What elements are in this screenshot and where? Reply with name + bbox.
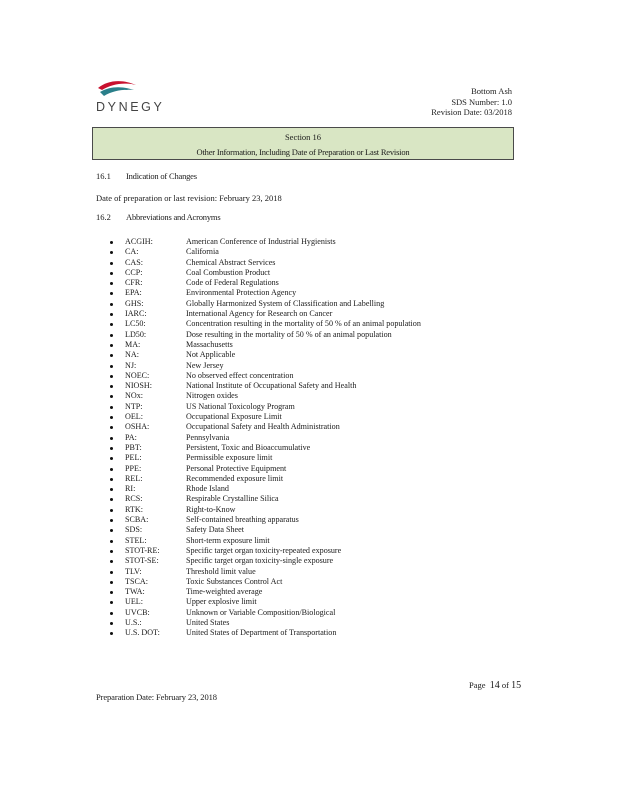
definition: Permissible exposure limit [186,453,273,463]
bullet-icon [110,622,113,625]
subsection-heading-changes [96,171,197,181]
definition: Toxic Substances Control Act [186,576,283,586]
bullet-icon [110,529,113,532]
definition: Occupational Safety and Health Administration [186,422,340,432]
product-name: Bottom Ash [471,86,512,96]
abbreviation: UEL: [125,597,143,607]
bullet-icon [110,426,113,429]
definition: Dose resulting in the mortality of 50 % of an animal population [186,329,392,339]
definition: Short-term exposure limit [186,535,270,545]
definition: Respirable Crystalline Silica [186,494,279,504]
abbreviation: LC50: [125,319,146,329]
revision-date: Revision Date: 03/2018 [431,107,512,117]
definition: Personal Protective Equipment [186,463,287,473]
definition: Specific target organ toxicity-single exposure [186,556,334,566]
abbreviation: GHS: [125,298,144,308]
abbreviation: LD50: [125,329,147,339]
bullet-icon [110,437,113,440]
abbreviation: EPA: [125,288,142,298]
bullet-icon [110,509,113,512]
definition: Concentration resulting in the mortality of 50 % of an animal population [186,319,421,329]
bullet-icon [110,447,113,450]
definition: Time-weighted average [186,587,263,597]
abbreviation: SDS: [125,525,143,535]
bullet-icon [110,395,113,398]
bullet-icon [110,323,113,326]
abbreviation: STOT-SE: [125,556,159,566]
definition: Environmental Protection Agency [186,288,297,298]
page-label: Page [469,680,486,690]
bullet-icon [110,519,113,522]
definition: National Institute of Occupational Safety and Health [186,381,357,391]
abbreviation: U.S.: [125,617,142,627]
definition: Coal Combustion Product [186,267,271,277]
definition: Threshold limit value [186,566,256,576]
subsection-label: Abbreviations and Acronyms [126,212,221,222]
section-title: Other Information, Including Date of Preparation or Last Revision [196,147,410,157]
definition: US National Toxicology Program [186,401,295,411]
abbreviation: PPE: [125,463,142,473]
abbreviation: STEL: [125,535,147,545]
bullet-icon [110,313,113,316]
definition: Recommended exposure limit [186,473,284,483]
sds-number: SDS Number: 1.0 [451,96,512,107]
section-number: Section 16 [284,132,322,142]
bullet-icon [110,632,113,635]
abbreviation: TLV: [125,566,142,576]
bullet-icon [110,344,113,347]
bullet-icon [110,406,113,409]
bullet-icon [110,560,113,563]
abbreviation: PA: [125,432,137,442]
abbreviation: STOT-RE: [125,545,160,555]
definition: United States of Department of Transportation [186,628,337,638]
definition: Specific target organ toxicity-repeated exposure [186,545,342,555]
definition: Unknown or Variable Composition/Biological [186,607,336,617]
bullet-icon [110,591,113,594]
abbreviation: NJ: [125,360,137,370]
bullet-icon [110,478,113,481]
abbreviation: CFR: [125,278,143,288]
definition: Nitrogen oxides [186,391,238,401]
abbreviation: TSCA: [125,576,148,586]
definition: International Agency for Research on Cancer [186,309,333,319]
abbreviation: IARC: [125,309,147,319]
abbreviation: NA: [125,350,139,360]
footer-preparation-date: Preparation Date: February 23, 2018 [96,692,217,702]
abbreviation: OEL: [125,412,143,422]
bullet-icon [110,272,113,275]
abbreviation: TWA: [125,587,145,597]
bullet-icon [110,262,113,265]
company-logo [94,78,174,118]
bullet-icon [110,241,113,244]
preparation-date-line: Date of preparation or last revision: February 23, 2018 [96,193,282,203]
bullet-icon [110,468,113,471]
definition: Upper explosive limit [186,597,257,607]
bullet-icon [110,457,113,460]
bullet-icon [110,581,113,584]
abbreviation: OSHA: [125,422,150,432]
bullet-icon [110,612,113,615]
abbreviation: NTP: [125,401,143,411]
abbreviation: UVCB: [125,607,150,617]
bullet-icon [110,385,113,388]
abbreviation: NOEC: [125,370,150,380]
subsection-number: 16.2 [96,212,111,222]
definition: United States [186,617,230,627]
abbreviation: REL: [125,473,143,483]
abbreviation: CCP: [125,267,143,277]
definition: Self-contained breathing apparatus [186,515,299,525]
abbreviation: PBT: [125,442,142,452]
bullet-icon [110,303,113,306]
abbreviation: CAS: [125,257,143,267]
page-of: of [501,680,509,690]
page-number [469,680,521,691]
bullet-icon [110,365,113,368]
definition: Persistent, Toxic and Bioaccumulative [186,442,311,452]
abbreviation: U.S. DOT: [125,628,160,638]
bullet-icon [110,282,113,285]
abbreviation: NOx: [125,391,143,401]
abbreviation: ACGIH: [125,237,153,246]
definition: Not Applicable [186,350,236,360]
definition: Safety Data Sheet [186,525,244,535]
definition: Pennsylvania [186,432,230,442]
bullet-icon [110,334,113,337]
definition: Right-to-Know [186,504,236,514]
bullet-icon [110,601,113,604]
subsection-label: Indication of Changes [126,171,197,181]
definition: Rhode Island [186,484,229,494]
definition: Globally Harmonized System of Classification and Labelling [186,298,385,308]
dynegy-logo-icon [94,78,138,100]
bullet-icon [110,251,113,254]
page-current: 14 [489,680,500,691]
definition: Massachusetts [186,339,233,349]
definition: Chemical Abstract Services [186,257,276,267]
bullet-icon [110,540,113,543]
bullet-icon [110,375,113,378]
definition: New Jersey [186,360,224,370]
logo-wordmark: DYNEGY [96,100,165,114]
bullet-icon [110,292,113,295]
page-total: 15 [511,680,522,691]
bullet-icon [110,354,113,357]
bullet-icon [110,488,113,491]
abbreviation: NIOSH: [125,381,152,391]
definition: Code of Federal Regulations [186,278,279,288]
abbreviation: MA: [125,339,141,349]
document-info [431,86,512,118]
definition: American Conference of Industrial Hygienists [186,237,336,246]
section-banner [92,127,514,160]
abbreviation: SCBA: [125,515,149,525]
bullet-icon [110,571,113,574]
abbreviation: RI: [125,484,136,494]
abbreviation: PEL: [125,453,142,463]
subsection-heading-abbreviations [96,212,220,222]
definition: Occupational Exposure Limit [186,412,282,422]
bullet-icon [110,498,113,501]
bullet-icon [110,550,113,553]
abbreviation: RTK: [125,504,143,514]
subsection-number: 16.1 [96,171,111,181]
abbreviation: RCS: [125,494,143,504]
bullet-icon [110,416,113,419]
abbreviation: CA: [125,247,139,257]
definition: No observed effect concentration [186,370,294,380]
definition: California [186,247,219,257]
